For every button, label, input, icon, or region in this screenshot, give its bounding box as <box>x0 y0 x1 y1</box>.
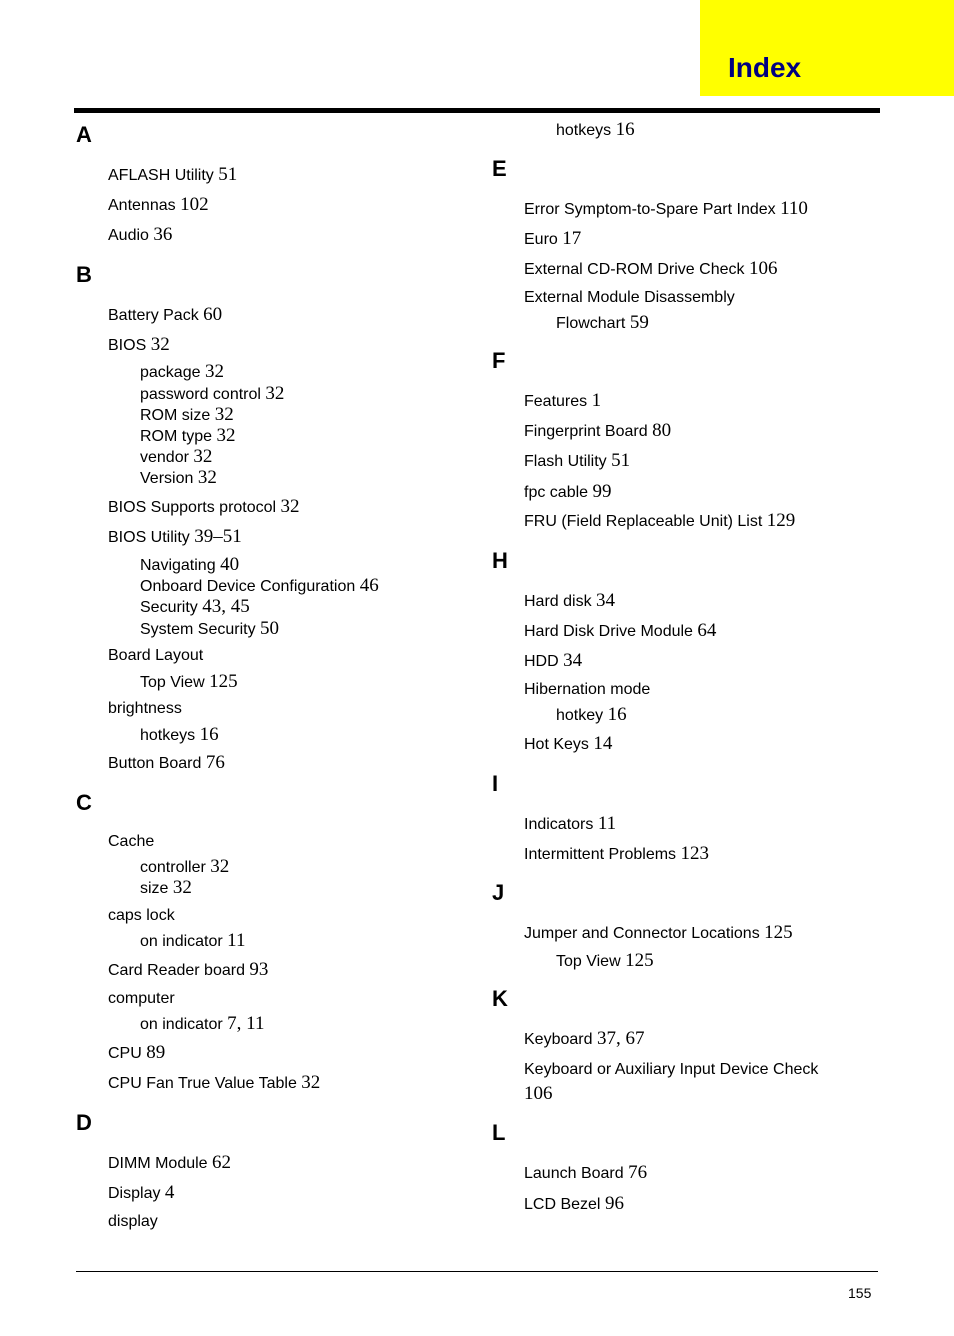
index-entry-bios-supports <box>108 497 300 516</box>
index-entry-indicators <box>524 814 616 833</box>
entry-term: Jumper and Connector Locations <box>524 925 760 942</box>
entry-term: Top View <box>140 674 205 691</box>
index-entry-display-lower <box>108 1214 158 1230</box>
entry-term: CPU <box>108 1045 142 1062</box>
entry-pages: 125 <box>625 950 654 971</box>
entry-term: ROM type <box>140 428 213 445</box>
entry-term: System Security <box>140 621 256 638</box>
section-letter-i: I <box>492 771 499 796</box>
index-subentry-bios-vendor <box>140 447 212 466</box>
title-banner <box>700 0 954 96</box>
page-number: 155 <box>848 1285 872 1301</box>
index-entry-hibernation <box>524 682 650 698</box>
entry-term: Navigating <box>140 557 216 574</box>
index-subentry-cache-controller <box>140 857 229 876</box>
entry-term: Keyboard <box>524 1031 593 1048</box>
entry-term: Cache <box>108 833 155 850</box>
index-entry-hdd-module <box>524 621 716 640</box>
entry-term: ROM size <box>140 407 211 424</box>
entry-pages: 32 <box>265 383 285 404</box>
entry-term: External CD-ROM Drive Check <box>524 261 745 278</box>
entry-pages: 60 <box>203 304 223 325</box>
index-subentry-jumper-topview <box>556 951 654 970</box>
index-subentry-bios-package <box>140 362 224 381</box>
entry-term: on indicator <box>140 933 223 950</box>
index-entry-bios <box>108 335 170 354</box>
index-entry-hard-disk <box>524 591 615 610</box>
entry-pages: 32 <box>216 425 236 446</box>
section-letter-k: K <box>492 986 508 1011</box>
index-entry-brightness <box>108 701 182 717</box>
entry-term: Antennas <box>108 197 176 214</box>
entry-term: package <box>140 364 201 381</box>
entry-pages: 32 <box>150 334 170 355</box>
entry-pages: 51 <box>611 450 631 471</box>
entry-pages: 110 <box>780 198 808 219</box>
entry-pages: 37, 67 <box>596 1028 645 1049</box>
index-subentry-bios-romsize <box>140 405 234 424</box>
entry-term: on indicator <box>140 1016 223 1033</box>
entry-pages: 32 <box>204 361 224 382</box>
index-entry-antennas <box>108 195 209 214</box>
entry-pages: 16 <box>607 704 627 725</box>
entry-term: HDD <box>524 653 559 670</box>
index-entry-lcd-bezel <box>524 1194 624 1213</box>
entry-term: Battery Pack <box>108 307 199 324</box>
entry-pages: 80 <box>652 420 672 441</box>
entry-pages: 40 <box>220 554 240 575</box>
index-entry-display-cap <box>108 1183 174 1202</box>
entry-pages: 76 <box>205 752 225 773</box>
footer-divider <box>76 1271 878 1272</box>
entry-pages: 46 <box>359 575 379 596</box>
page-title: Index <box>728 52 802 83</box>
entry-term: Keyboard or Auxiliary Input Device Check <box>524 1061 819 1078</box>
entry-term: Flowchart <box>556 315 626 332</box>
entry-pages: 32 <box>214 404 234 425</box>
section-letter-a: A <box>76 122 92 147</box>
entry-term: fpc cable <box>524 484 589 501</box>
index-entry-intermittent <box>524 844 709 863</box>
entry-term: Hard Disk Drive Module <box>524 623 693 640</box>
index-entry-fingerprint <box>524 421 671 440</box>
section-letter-d: D <box>76 1110 92 1135</box>
index-entry-flash-utility <box>524 451 630 470</box>
entry-pages: 106 <box>524 1083 553 1104</box>
entry-term: hotkeys <box>556 122 612 139</box>
section-letter-b: B <box>76 262 92 287</box>
index-subentry-hib-hotkey <box>556 705 627 724</box>
entry-pages: 39–51 <box>194 526 242 547</box>
entry-term: BIOS Supports protocol <box>108 499 277 516</box>
entry-term: LCD Bezel <box>524 1196 601 1213</box>
entry-term: Hot Keys <box>524 736 589 753</box>
entry-term: Launch Board <box>524 1165 624 1182</box>
entry-pages: 16 <box>615 119 635 140</box>
index-entry-card-reader <box>108 960 268 979</box>
entry-pages: 32 <box>193 446 213 467</box>
entry-term: Hibernation mode <box>524 681 651 698</box>
section-letter-l: L <box>492 1120 506 1145</box>
entry-term: Features <box>524 393 588 410</box>
entry-pages: 51 <box>218 164 238 185</box>
entry-term: display <box>108 1213 158 1230</box>
entry-term: BIOS <box>108 337 147 354</box>
index-entry-caps-lock <box>108 908 175 924</box>
index-entry-launch-board <box>524 1163 647 1182</box>
entry-pages: 4 <box>164 1182 175 1203</box>
entry-term: hotkeys <box>140 727 196 744</box>
index-subentry-bu-syssecurity <box>140 619 279 638</box>
index-entry-jumper <box>524 923 793 942</box>
entry-term: Error Symptom-to-Spare Part Index <box>524 201 776 218</box>
index-entry-fru <box>524 511 795 530</box>
entry-pages: 129 <box>766 510 796 531</box>
index-entry-dimm <box>108 1153 231 1172</box>
entry-pages: 99 <box>592 481 612 502</box>
index-entry-computer <box>108 991 175 1007</box>
index-entry-keyboard-aux <box>524 1062 818 1078</box>
entry-pages: 62 <box>212 1152 232 1173</box>
entry-term: Card Reader board <box>108 962 245 979</box>
index-entry-battery <box>108 305 222 324</box>
index-entry-aflash <box>108 165 237 184</box>
index-entry-error-symptom <box>524 199 808 218</box>
entry-term: hotkey <box>556 707 604 724</box>
index-entry-hdd <box>524 651 582 670</box>
index-subentry-bios-romtype <box>140 426 235 445</box>
entry-pages: 76 <box>628 1162 648 1183</box>
index-entry-euro <box>524 229 581 248</box>
entry-pages: 11 <box>597 813 617 834</box>
index-subentry-bl-topview <box>140 672 238 691</box>
index-subentry-bu-security <box>140 597 250 616</box>
index-entry-cpu <box>108 1043 165 1062</box>
index-entry-keyboard <box>524 1029 644 1048</box>
index-subentry-display-hotkeys <box>556 120 635 139</box>
entry-term: Flash Utility <box>524 453 607 470</box>
entry-term: BIOS Utility <box>108 529 190 546</box>
entry-term: Button Board <box>108 755 202 772</box>
entry-term: Board Layout <box>108 647 204 664</box>
index-subentry-computer-indicator <box>140 1014 264 1033</box>
index-subentry-bu-onboard <box>140 576 379 595</box>
section-letter-c: C <box>76 790 92 815</box>
entry-term: brightness <box>108 700 182 717</box>
index-entry-fpc-cable <box>524 482 612 501</box>
entry-pages: 32 <box>172 877 192 898</box>
entry-pages: 32 <box>301 1072 321 1093</box>
entry-term: vendor <box>140 449 189 466</box>
entry-pages: 93 <box>249 959 269 980</box>
entry-term: DIMM Module <box>108 1155 208 1172</box>
index-entry-ext-cdrom <box>524 259 777 278</box>
entry-term: Security <box>140 599 198 616</box>
entry-pages: 106 <box>748 258 778 279</box>
entry-pages: 50 <box>260 618 280 639</box>
index-entry-button-board <box>108 753 225 772</box>
entry-pages: 34 <box>563 650 583 671</box>
entry-term: Display <box>108 1185 161 1202</box>
entry-pages: 11 <box>227 930 246 951</box>
entry-term: Intermittent Problems <box>524 846 677 863</box>
entry-term: FRU (Field Replaceable Unit) List <box>524 513 763 530</box>
entry-pages: 34 <box>596 590 616 611</box>
index-subentry-ext-flowchart <box>556 313 649 332</box>
index-subentry-bu-navigating <box>140 555 239 574</box>
entry-pages: 64 <box>697 620 717 641</box>
index-entry-features <box>524 391 601 410</box>
index-entry-board-layout <box>108 648 203 664</box>
entry-pages: 32 <box>197 467 217 488</box>
index-entry-bios-utility <box>108 527 242 546</box>
entry-pages: 59 <box>629 312 649 333</box>
section-letter-h: H <box>492 548 508 573</box>
entry-term: caps lock <box>108 907 175 924</box>
entry-pages: 32 <box>210 856 230 877</box>
entry-pages: 7, 11 <box>227 1013 265 1034</box>
section-letter-j: J <box>492 880 505 905</box>
entry-pages: 125 <box>209 671 238 692</box>
index-subentry-br-hotkeys <box>140 725 219 744</box>
entry-pages: 102 <box>180 194 209 215</box>
index-subentry-cache-size <box>140 878 192 897</box>
index-entry-hot-keys <box>524 734 612 753</box>
entry-pages: 96 <box>604 1193 624 1214</box>
entry-pages: 125 <box>764 922 793 943</box>
index-subentry-bios-password <box>140 384 284 403</box>
entry-term: CPU Fan True Value Table <box>108 1075 297 1092</box>
entry-term: Version <box>140 470 194 487</box>
index-entry-audio <box>108 225 172 244</box>
entry-pages: 123 <box>680 843 710 864</box>
top-divider <box>74 108 880 113</box>
entry-term: Fingerprint Board <box>524 423 648 440</box>
entry-term: Euro <box>524 231 558 248</box>
entry-term: Audio <box>108 227 149 244</box>
entry-term: Onboard Device Configuration <box>140 578 356 595</box>
entry-pages: 14 <box>593 733 613 754</box>
index-entry-cache <box>108 834 154 850</box>
entry-term: password control <box>140 386 261 403</box>
entry-term: controller <box>140 859 206 876</box>
entry-pages: 1 <box>591 390 602 411</box>
index-subentry-caps-indicator <box>140 931 245 950</box>
entry-pages: 16 <box>199 724 219 745</box>
index-entry-ext-module <box>524 290 735 306</box>
entry-term: External Module Disassembly <box>524 289 735 306</box>
entry-pages: 43, 45 <box>202 596 250 617</box>
section-letter-e: E <box>492 156 507 181</box>
index-entry-keyboard-aux-pages <box>524 1084 553 1103</box>
entry-term: Indicators <box>524 816 594 833</box>
entry-pages: 17 <box>562 228 582 249</box>
entry-pages: 36 <box>153 224 173 245</box>
entry-term: Top View <box>556 953 621 970</box>
entry-term: size <box>140 880 169 897</box>
entry-pages: 89 <box>146 1042 166 1063</box>
entry-term: Hard disk <box>524 593 592 610</box>
entry-term: computer <box>108 990 175 1007</box>
index-entry-cpu-fan <box>108 1073 320 1092</box>
index-subentry-bios-version <box>140 468 217 487</box>
entry-term: AFLASH Utility <box>108 167 214 184</box>
entry-pages: 32 <box>280 496 300 517</box>
section-letter-f: F <box>492 348 506 373</box>
